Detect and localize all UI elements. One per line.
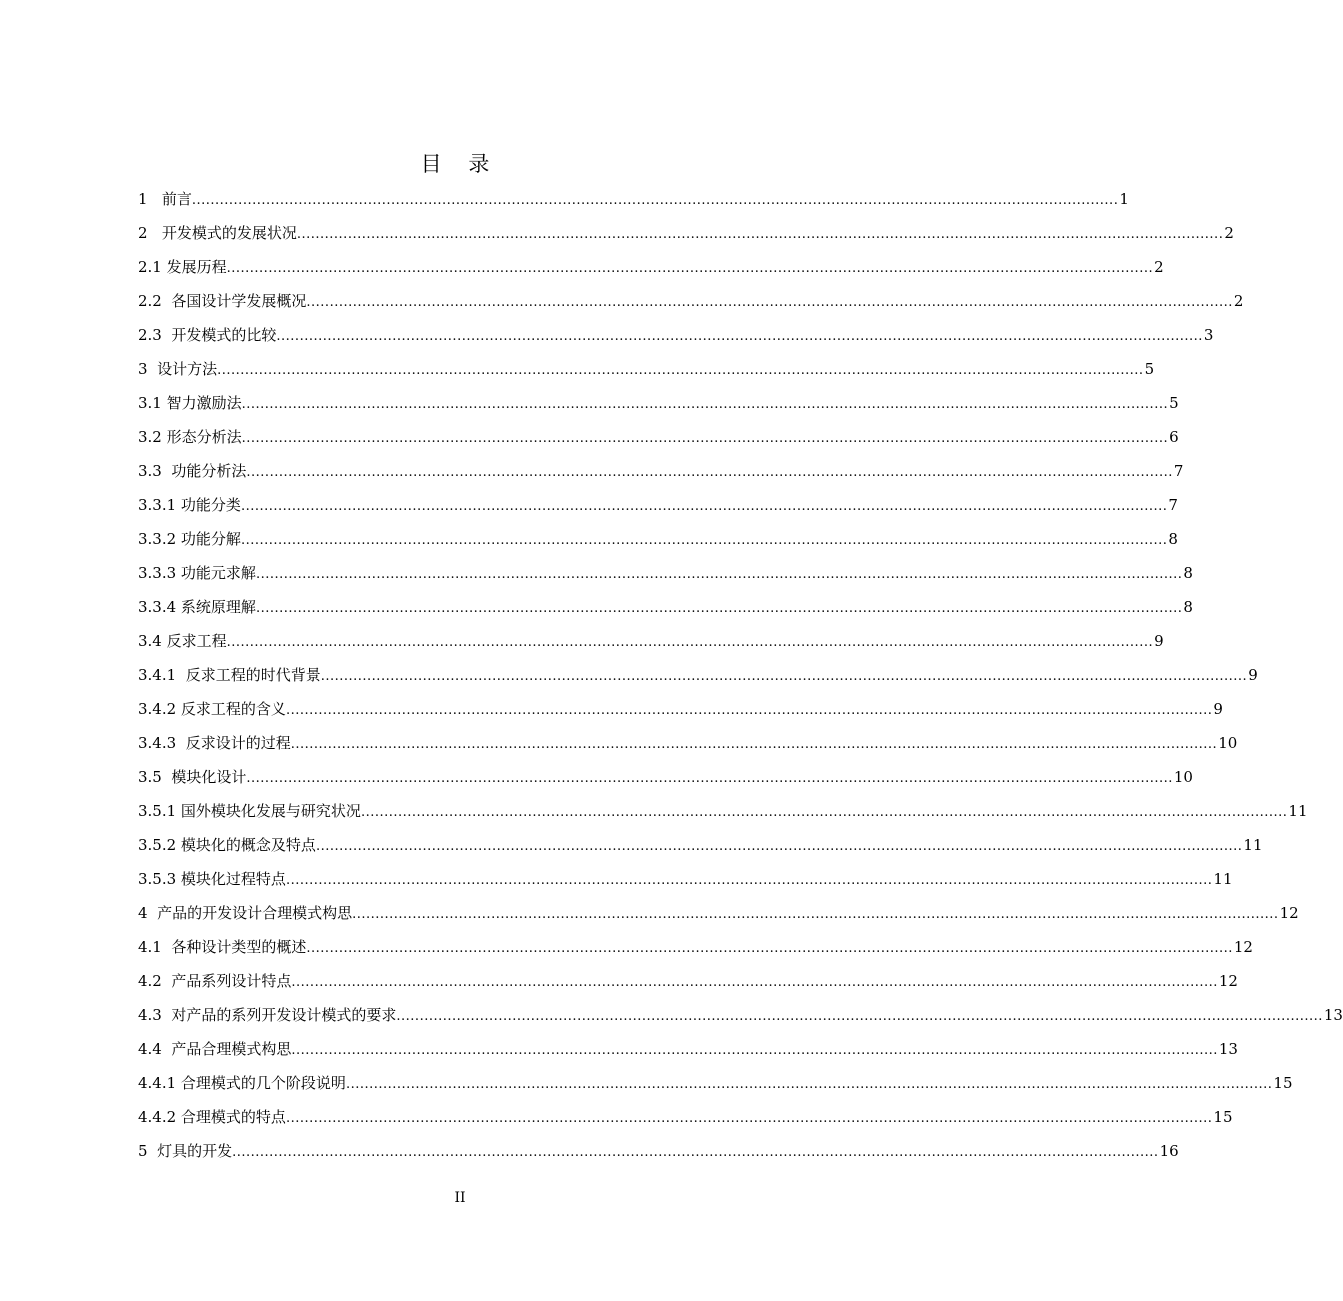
- toc-dot-leader: ........................................................................................................................................................................................................: [232, 1145, 1159, 1160]
- toc-entry-page: 8: [1168, 530, 1178, 548]
- toc-dot-leader: ........................................................................................................................................................................................................: [255, 567, 1183, 582]
- toc-entry-page: 6: [1169, 428, 1179, 446]
- toc-entry-title: 3.1 智力激励法: [138, 394, 242, 412]
- toc-entry-page: 9: [1248, 666, 1258, 684]
- toc-dot-leader: ........................................................................................................................................................................................................: [241, 397, 1169, 412]
- toc-entry-title: 2.3 开发模式的比较: [138, 326, 277, 344]
- toc-entry[interactable]: [138, 728, 1238, 762]
- toc-entry-title: 3.3.4 系统原理解: [138, 598, 256, 616]
- toc-entry[interactable]: [138, 660, 1258, 694]
- toc-entry[interactable]: [138, 796, 1308, 830]
- toc-entry-title: 3.2 形态分析法: [138, 428, 242, 446]
- toc-list: [138, 184, 1343, 1170]
- toc-entry[interactable]: [138, 966, 1238, 1000]
- toc-entry-title: 3 设计方法: [138, 360, 218, 378]
- toc-entry-page: 9: [1154, 632, 1164, 650]
- toc-entry-title: 3.3 功能分析法: [138, 462, 247, 480]
- toc-entry[interactable]: [138, 558, 1193, 592]
- toc-dot-leader: ........................................................................................................................................................................................................: [240, 499, 1168, 514]
- toc-entry[interactable]: [138, 286, 1244, 320]
- toc-entry-title: 2 开发模式的发展状况: [138, 224, 297, 242]
- toc-entry-page: 10: [1218, 734, 1238, 752]
- toc-entry-title: 5 灯具的开发: [138, 1142, 233, 1160]
- toc-entry[interactable]: [138, 524, 1178, 558]
- toc-entry-page: 11: [1288, 802, 1308, 820]
- toc-entry-title: 3.4.1 反求工程的时代背景: [138, 666, 321, 684]
- toc-dot-leader: ........................................................................................................................................................................................................: [306, 295, 1233, 310]
- toc-entry-page: 15: [1213, 1108, 1233, 1126]
- toc-entry-title: 4 产品的开发设计合理模式构思: [138, 904, 353, 922]
- toc-entry[interactable]: [138, 184, 1129, 218]
- toc-entry[interactable]: [138, 1102, 1233, 1136]
- toc-entry-title: 3.5.3 模块化过程特点: [138, 870, 286, 888]
- toc-entry-title: 3.4 反求工程: [138, 632, 227, 650]
- toc-entry-page: 5: [1169, 394, 1179, 412]
- toc-entry[interactable]: [138, 1068, 1293, 1102]
- toc-entry[interactable]: [138, 830, 1263, 864]
- toc-entry-title: 3.5 模块化设计: [138, 768, 247, 786]
- toc-entry-page: 11: [1243, 836, 1263, 854]
- toc-entry-title: 3.3.2 功能分解: [138, 530, 241, 548]
- toc-entry-page: 12: [1279, 904, 1299, 922]
- toc-entry[interactable]: [138, 456, 1184, 490]
- toc-entry-page: 3: [1203, 326, 1214, 344]
- toc-dot-leader: ........................................................................................................................................................................................................: [360, 805, 1288, 820]
- toc-dot-leader: ........................................................................................................................................................................................................: [291, 975, 1218, 990]
- toc-dot-leader: ........................................................................................................................................................................................................: [352, 907, 1279, 922]
- toc-entry[interactable]: [138, 388, 1179, 422]
- toc-entry-page: 13: [1218, 1040, 1238, 1058]
- toc-dot-leader: ........................................................................................................................................................................................................: [276, 329, 1203, 344]
- toc-dot-leader: ........................................................................................................................................................................................................: [217, 363, 1144, 378]
- toc-entry[interactable]: [138, 1000, 1343, 1034]
- toc-entry[interactable]: [138, 218, 1234, 252]
- toc-entry-page: 8: [1183, 564, 1193, 582]
- toc-entry-page: 16: [1159, 1142, 1179, 1160]
- toc-dot-leader: ........................................................................................................................................................................................................: [315, 839, 1243, 854]
- toc-dot-leader: ........................................................................................................................................................................................................: [320, 669, 1248, 684]
- toc-dot-leader: ........................................................................................................................................................................................................: [246, 465, 1173, 480]
- toc-dot-leader: ........................................................................................................................................................................................................: [396, 1009, 1323, 1024]
- toc-entry-page: 2: [1154, 258, 1164, 276]
- toc-dot-leader: ........................................................................................................................................................................................................: [246, 771, 1173, 786]
- toc-entry[interactable]: [138, 1034, 1238, 1068]
- toc-title: 目 录: [420, 152, 500, 176]
- toc-entry-title: 4.3 对产品的系列开发设计模式的要求: [138, 1006, 397, 1024]
- toc-entry-title: 4.4 产品合理模式构思: [138, 1040, 292, 1058]
- toc-dot-leader: ........................................................................................................................................................................................................: [306, 941, 1233, 956]
- toc-entry[interactable]: [138, 932, 1253, 966]
- toc-entry[interactable]: [138, 626, 1164, 660]
- toc-dot-leader: ........................................................................................................................................................................................................: [291, 1043, 1218, 1058]
- toc-entry-page: 2: [1224, 224, 1234, 242]
- toc-entry[interactable]: [138, 354, 1155, 388]
- toc-entry-page: 7: [1168, 496, 1178, 514]
- toc-entry-title: 3.4.3 反求设计的过程: [138, 734, 291, 752]
- toc-entry-title: 4.4.2 合理模式的特点: [138, 1108, 286, 1126]
- toc-entry-page: 7: [1173, 462, 1184, 480]
- toc-entry[interactable]: [138, 898, 1299, 932]
- toc-entry-page: 11: [1213, 870, 1233, 888]
- toc-dot-leader: ........................................................................................................................................................................................................: [285, 1111, 1213, 1126]
- toc-entry-page: 15: [1273, 1074, 1293, 1092]
- toc-dot-leader: ........................................................................................................................................................................................................: [191, 193, 1119, 208]
- page-number: II: [454, 1190, 466, 1206]
- toc-entry[interactable]: [138, 320, 1214, 354]
- toc-entry-page: 2: [1233, 292, 1244, 310]
- toc-dot-leader: ........................................................................................................................................................................................................: [285, 703, 1213, 718]
- toc-entry-title: 3.3.3 功能元求解: [138, 564, 256, 582]
- toc-entry-page: 1: [1119, 190, 1129, 208]
- toc-entry-page: 5: [1144, 360, 1155, 378]
- toc-entry-title: 4.1 各种设计类型的概述: [138, 938, 307, 956]
- toc-entry[interactable]: [138, 1136, 1179, 1170]
- toc-dot-leader: ........................................................................................................................................................................................................: [240, 533, 1168, 548]
- toc-entry-title: 2.1 发展历程: [138, 258, 227, 276]
- toc-entry-page: 12: [1218, 972, 1238, 990]
- toc-entry[interactable]: [138, 490, 1178, 524]
- toc-entry[interactable]: [138, 762, 1193, 796]
- toc-entry[interactable]: [138, 422, 1179, 456]
- toc-entry-title: 3.5.2 模块化的概念及特点: [138, 836, 316, 854]
- toc-dot-leader: ........................................................................................................................................................................................................: [345, 1077, 1273, 1092]
- toc-entry-title: 4.4.1 合理模式的几个阶段说明: [138, 1074, 346, 1092]
- toc-dot-leader: ........................................................................................................................................................................................................: [226, 261, 1154, 276]
- toc-entry-page: 9: [1213, 700, 1223, 718]
- toc-entry-page: 13: [1323, 1006, 1343, 1024]
- toc-entry[interactable]: [138, 694, 1223, 728]
- toc-entry-page: 12: [1233, 938, 1253, 956]
- toc-dot-leader: ........................................................................................................................................................................................................: [296, 227, 1224, 242]
- toc-entry[interactable]: [138, 864, 1233, 898]
- toc-dot-leader: ........................................................................................................................................................................................................: [241, 431, 1169, 446]
- toc-dot-leader: ........................................................................................................................................................................................................: [285, 873, 1213, 888]
- toc-entry-title: 1 前言: [138, 190, 192, 208]
- toc-entry-title: 3.5.1 国外模块化发展与研究状况: [138, 802, 361, 820]
- toc-entry-page: 10: [1173, 768, 1193, 786]
- toc-entry-page: 8: [1183, 598, 1193, 616]
- toc-entry-title: 3.3.1 功能分类: [138, 496, 241, 514]
- toc-dot-leader: ........................................................................................................................................................................................................: [290, 737, 1218, 752]
- toc-entry[interactable]: [138, 252, 1164, 286]
- toc-entry-title: 2.2 各国设计学发展概况: [138, 292, 307, 310]
- toc-entry-title: 3.4.2 反求工程的含义: [138, 700, 286, 718]
- toc-entry-title: 4.2 产品系列设计特点: [138, 972, 292, 990]
- toc-dot-leader: ........................................................................................................................................................................................................: [226, 635, 1154, 650]
- toc-entry[interactable]: [138, 592, 1193, 626]
- toc-dot-leader: ........................................................................................................................................................................................................: [255, 601, 1183, 616]
